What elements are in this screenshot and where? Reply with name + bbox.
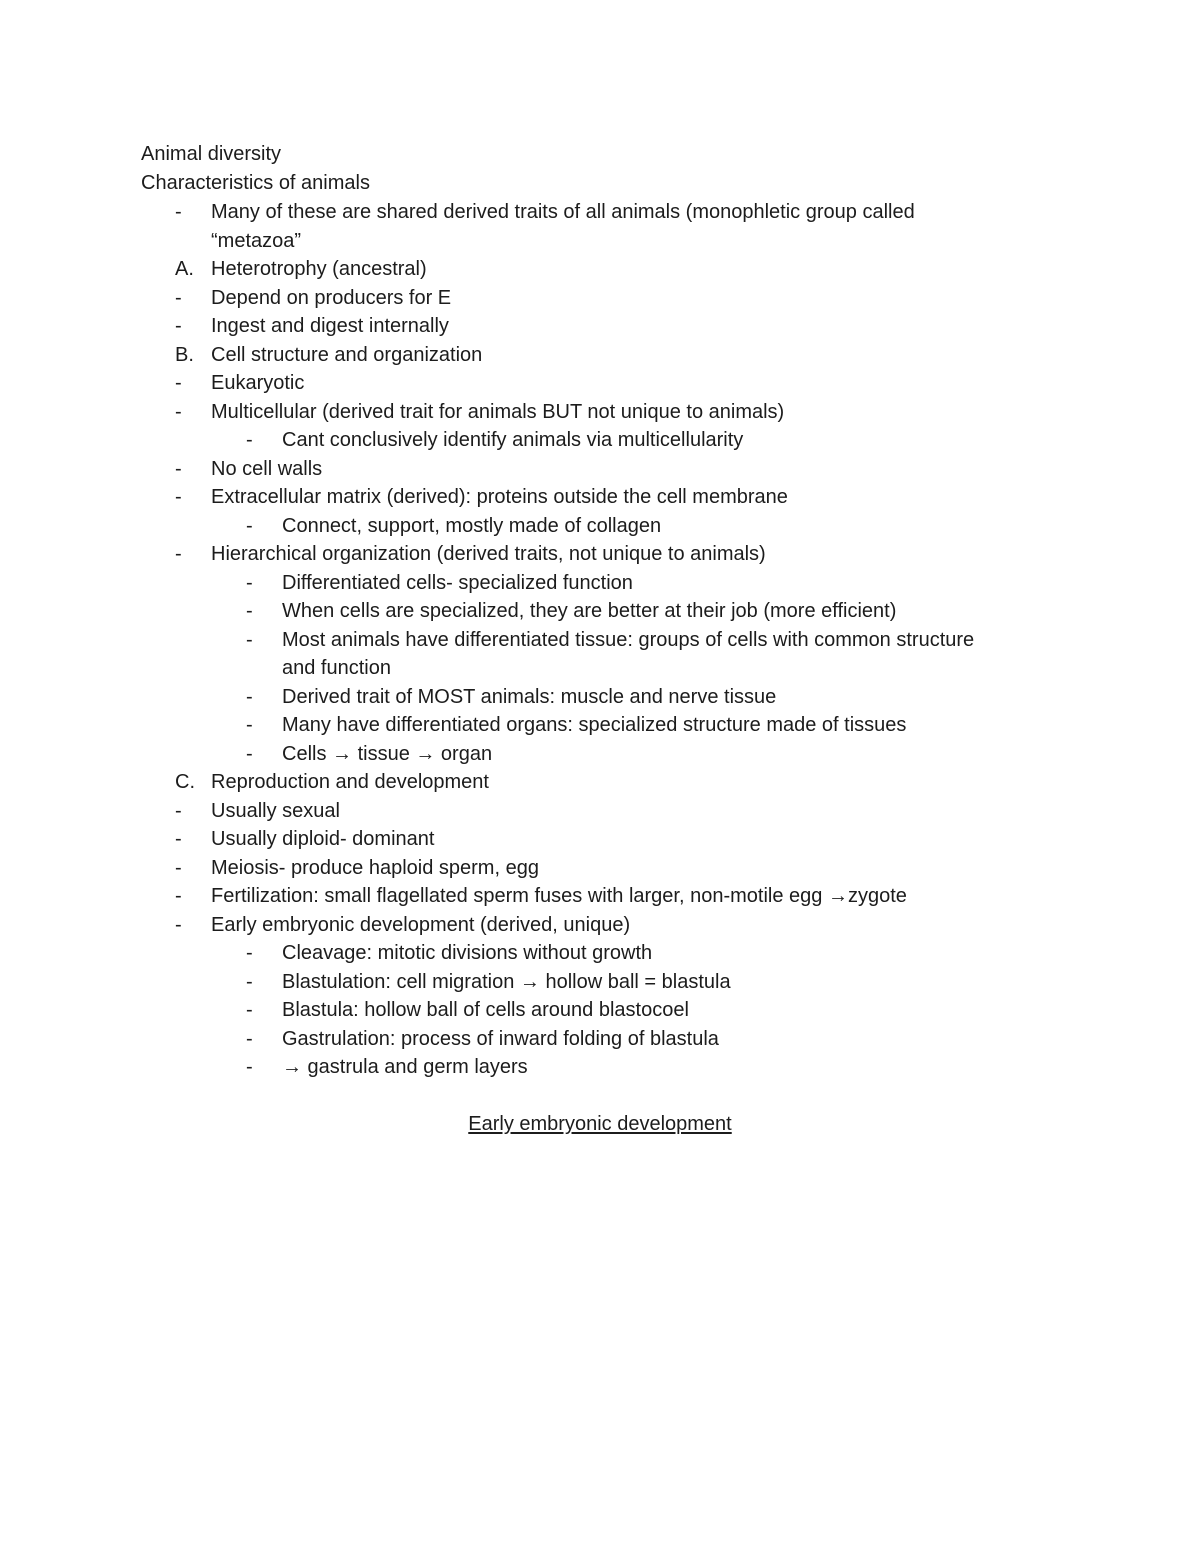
list-item-text: No cell walls <box>211 458 323 480</box>
list-item-marker: - <box>246 714 253 736</box>
section-heading-text: Early embryonic development <box>468 1113 732 1135</box>
list-item-marker: - <box>246 600 253 622</box>
list-item-text: → gastrula and germ layers <box>282 1056 528 1078</box>
list-item-text: Hierarchical organization (derived traits, not unique to animals) <box>211 543 766 565</box>
list-item-text: Usually diploid- dominant <box>211 828 435 850</box>
list-item-text: Eukaryotic <box>211 372 305 394</box>
list-item-marker: A. <box>175 258 194 280</box>
list-item-text: and function <box>282 657 391 679</box>
list-item-marker: - <box>175 885 182 907</box>
list-item-marker: - <box>246 743 253 765</box>
list-item-text: When cells are specialized, they are better at their job (more efficient) <box>282 600 897 622</box>
list-item-text: Cell structure and organization <box>211 344 483 366</box>
list-item-marker: - <box>175 458 182 480</box>
list-item-text: Usually sexual <box>211 800 340 822</box>
list-item-marker: - <box>175 315 182 337</box>
list-item-marker: - <box>175 800 182 822</box>
list-item-marker: - <box>175 372 182 394</box>
list-item-marker: - <box>246 629 253 651</box>
list-item-marker: - <box>246 1028 253 1050</box>
list-item-text: Blastula: hollow ball of cells around blastocoel <box>282 999 689 1021</box>
list-item-text: Connect, support, mostly made of collagen <box>282 515 662 537</box>
list-item-marker: - <box>175 201 182 223</box>
list-item-text: Ingest and digest internally <box>211 315 449 337</box>
list-item-marker: - <box>246 686 253 708</box>
list-item-marker: - <box>175 401 182 423</box>
list-item-text: Multicellular (derived trait for animals BUT not unique to animals) <box>211 401 785 423</box>
list-item-marker: - <box>175 543 182 565</box>
list-item-marker: B. <box>175 344 194 366</box>
list-item-text: Depend on producers for E <box>211 287 452 309</box>
list-item-text: Extracellular matrix (derived): proteins outside the cell membrane <box>211 486 788 508</box>
list-item-text: Differentiated cells- specialized function <box>282 572 633 594</box>
list-item-text: Gastrulation: process of inward folding of blastula <box>282 1028 719 1050</box>
list-item-marker: - <box>175 914 182 936</box>
list-item-marker: - <box>246 1056 253 1078</box>
list-item-text: Many of these are shared derived traits of all animals (monophletic group called <box>211 201 915 223</box>
list-item-text: Early embryonic development (derived, unique) <box>211 914 631 936</box>
list-item-text: Cleavage: mitotic divisions without growth <box>282 942 653 964</box>
list-item-marker: - <box>246 942 253 964</box>
list-item-text: Fertilization: small flagellated sperm fuses with larger, non-motile egg →zygote <box>211 885 907 907</box>
document-title: Animal diversity <box>141 143 282 165</box>
list-item-marker: C. <box>175 771 195 793</box>
list-item-text: “metazoa” <box>211 230 302 252</box>
list-item-marker: - <box>246 572 253 594</box>
list-item-text: Most animals have differentiated tissue: groups of cells with common structure <box>282 629 975 651</box>
list-item-marker: - <box>175 486 182 508</box>
list-item-marker: - <box>246 999 253 1021</box>
list-item-marker: - <box>175 828 182 850</box>
list-item-marker: - <box>175 857 182 879</box>
list-item-marker: - <box>246 429 253 451</box>
list-item-text: Many have differentiated organs: specialized structure made of tissues <box>282 714 907 736</box>
list-item-text: Heterotrophy (ancestral) <box>211 258 427 280</box>
section-heading <box>0 1112 1200 1136</box>
list-item-text: Cant conclusively identify animals via multicellularity <box>282 429 744 451</box>
list-item-text: Reproduction and development <box>211 771 489 793</box>
list-item-text: Blastulation: cell migration → hollow ball = blastula <box>282 971 731 993</box>
list-item-text: Cells → tissue → organ <box>282 743 493 765</box>
list-item-text: Meiosis- produce haploid sperm, egg <box>211 857 539 879</box>
list-item-text: Derived trait of MOST animals: muscle and nerve tissue <box>282 686 777 708</box>
list-item-marker: - <box>246 515 253 537</box>
list-item-marker: - <box>246 971 253 993</box>
list-item-marker: - <box>175 287 182 309</box>
document-subtitle: Characteristics of animals <box>141 172 370 194</box>
